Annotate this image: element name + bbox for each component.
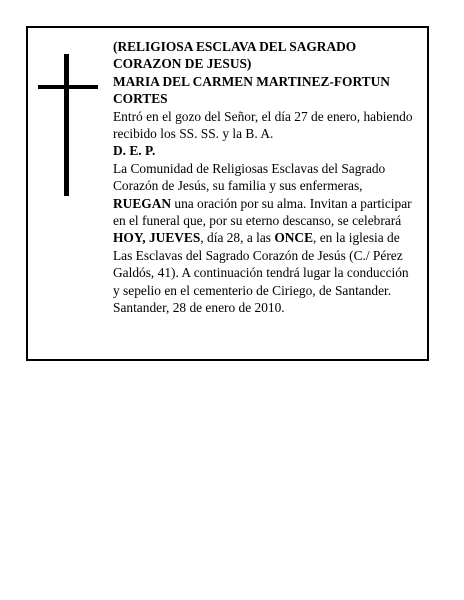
notice-text-segment: y sepelio en el cementerio de Ciriego, de Santander.: [113, 282, 392, 298]
notice-line: [113, 229, 425, 246]
notice-bold-text: ONCE: [274, 230, 314, 246]
notice-bold-text: D. E. P.: [113, 143, 156, 159]
notice-text-segment: una oración por su alma. Invitan a participar: [171, 195, 412, 211]
notice-line: [113, 299, 425, 316]
notice-line: [113, 73, 425, 90]
notice-text-segment: Corazón de Jesús, su familia y sus enfermeras,: [113, 178, 363, 194]
notice-text-segment: en el funeral que, por su eterno descanso, se celebrará: [113, 213, 402, 229]
notice-text-segment: La Comunidad de Religiosas Esclavas del Sagrado: [113, 160, 386, 176]
notice-bold-text: MARIA DEL CARMEN MARTINEZ-FORTUN: [113, 73, 390, 89]
notice-bold-text: HOY, JUEVES: [113, 230, 201, 246]
cross-icon: [38, 54, 98, 196]
notice-text-segment: , día 28, a las: [200, 230, 275, 246]
notice-text-segment: Santander, 28 de enero de 2010.: [113, 300, 285, 316]
notice-line: [113, 160, 425, 177]
notice-bold-text: CORTES: [113, 91, 168, 107]
notice-line: [113, 264, 425, 281]
notice-bold-text: CORAZON DE JESUS): [113, 56, 252, 72]
cross-vertical-bar: [64, 54, 69, 196]
notice-line: [113, 195, 425, 212]
notice-line: [113, 142, 425, 159]
notice-text-segment: recibido los SS. SS. y la B. A.: [113, 126, 274, 142]
notice-line: [113, 55, 425, 72]
notice-line: [113, 125, 425, 142]
notice-line: [113, 177, 425, 194]
notice-text-segment: , en la iglesia de: [313, 230, 400, 246]
notice-text-segment: Las Esclavas del Sagrado Corazón de Jesús (C./ Pérez: [113, 247, 403, 263]
cross-horizontal-bar: [38, 85, 98, 89]
notice-bold-text: RUEGAN: [113, 195, 172, 211]
notice-line: [113, 212, 425, 229]
notice-bold-text: (RELIGIOSA ESCLAVA DEL SAGRADO: [113, 39, 357, 54]
notice-line: [113, 38, 425, 55]
notice-line: [113, 247, 425, 264]
obituary-text: [113, 38, 425, 317]
notice-line: [113, 282, 425, 299]
notice-text-segment: Entró en el gozo del Señor, el día 27 de enero, habiendo: [113, 108, 413, 124]
notice-text-segment: Galdós, 41). A continuación tendrá lugar la conducción: [113, 265, 409, 281]
notice-line: [113, 108, 425, 125]
notice-line: [113, 90, 425, 107]
